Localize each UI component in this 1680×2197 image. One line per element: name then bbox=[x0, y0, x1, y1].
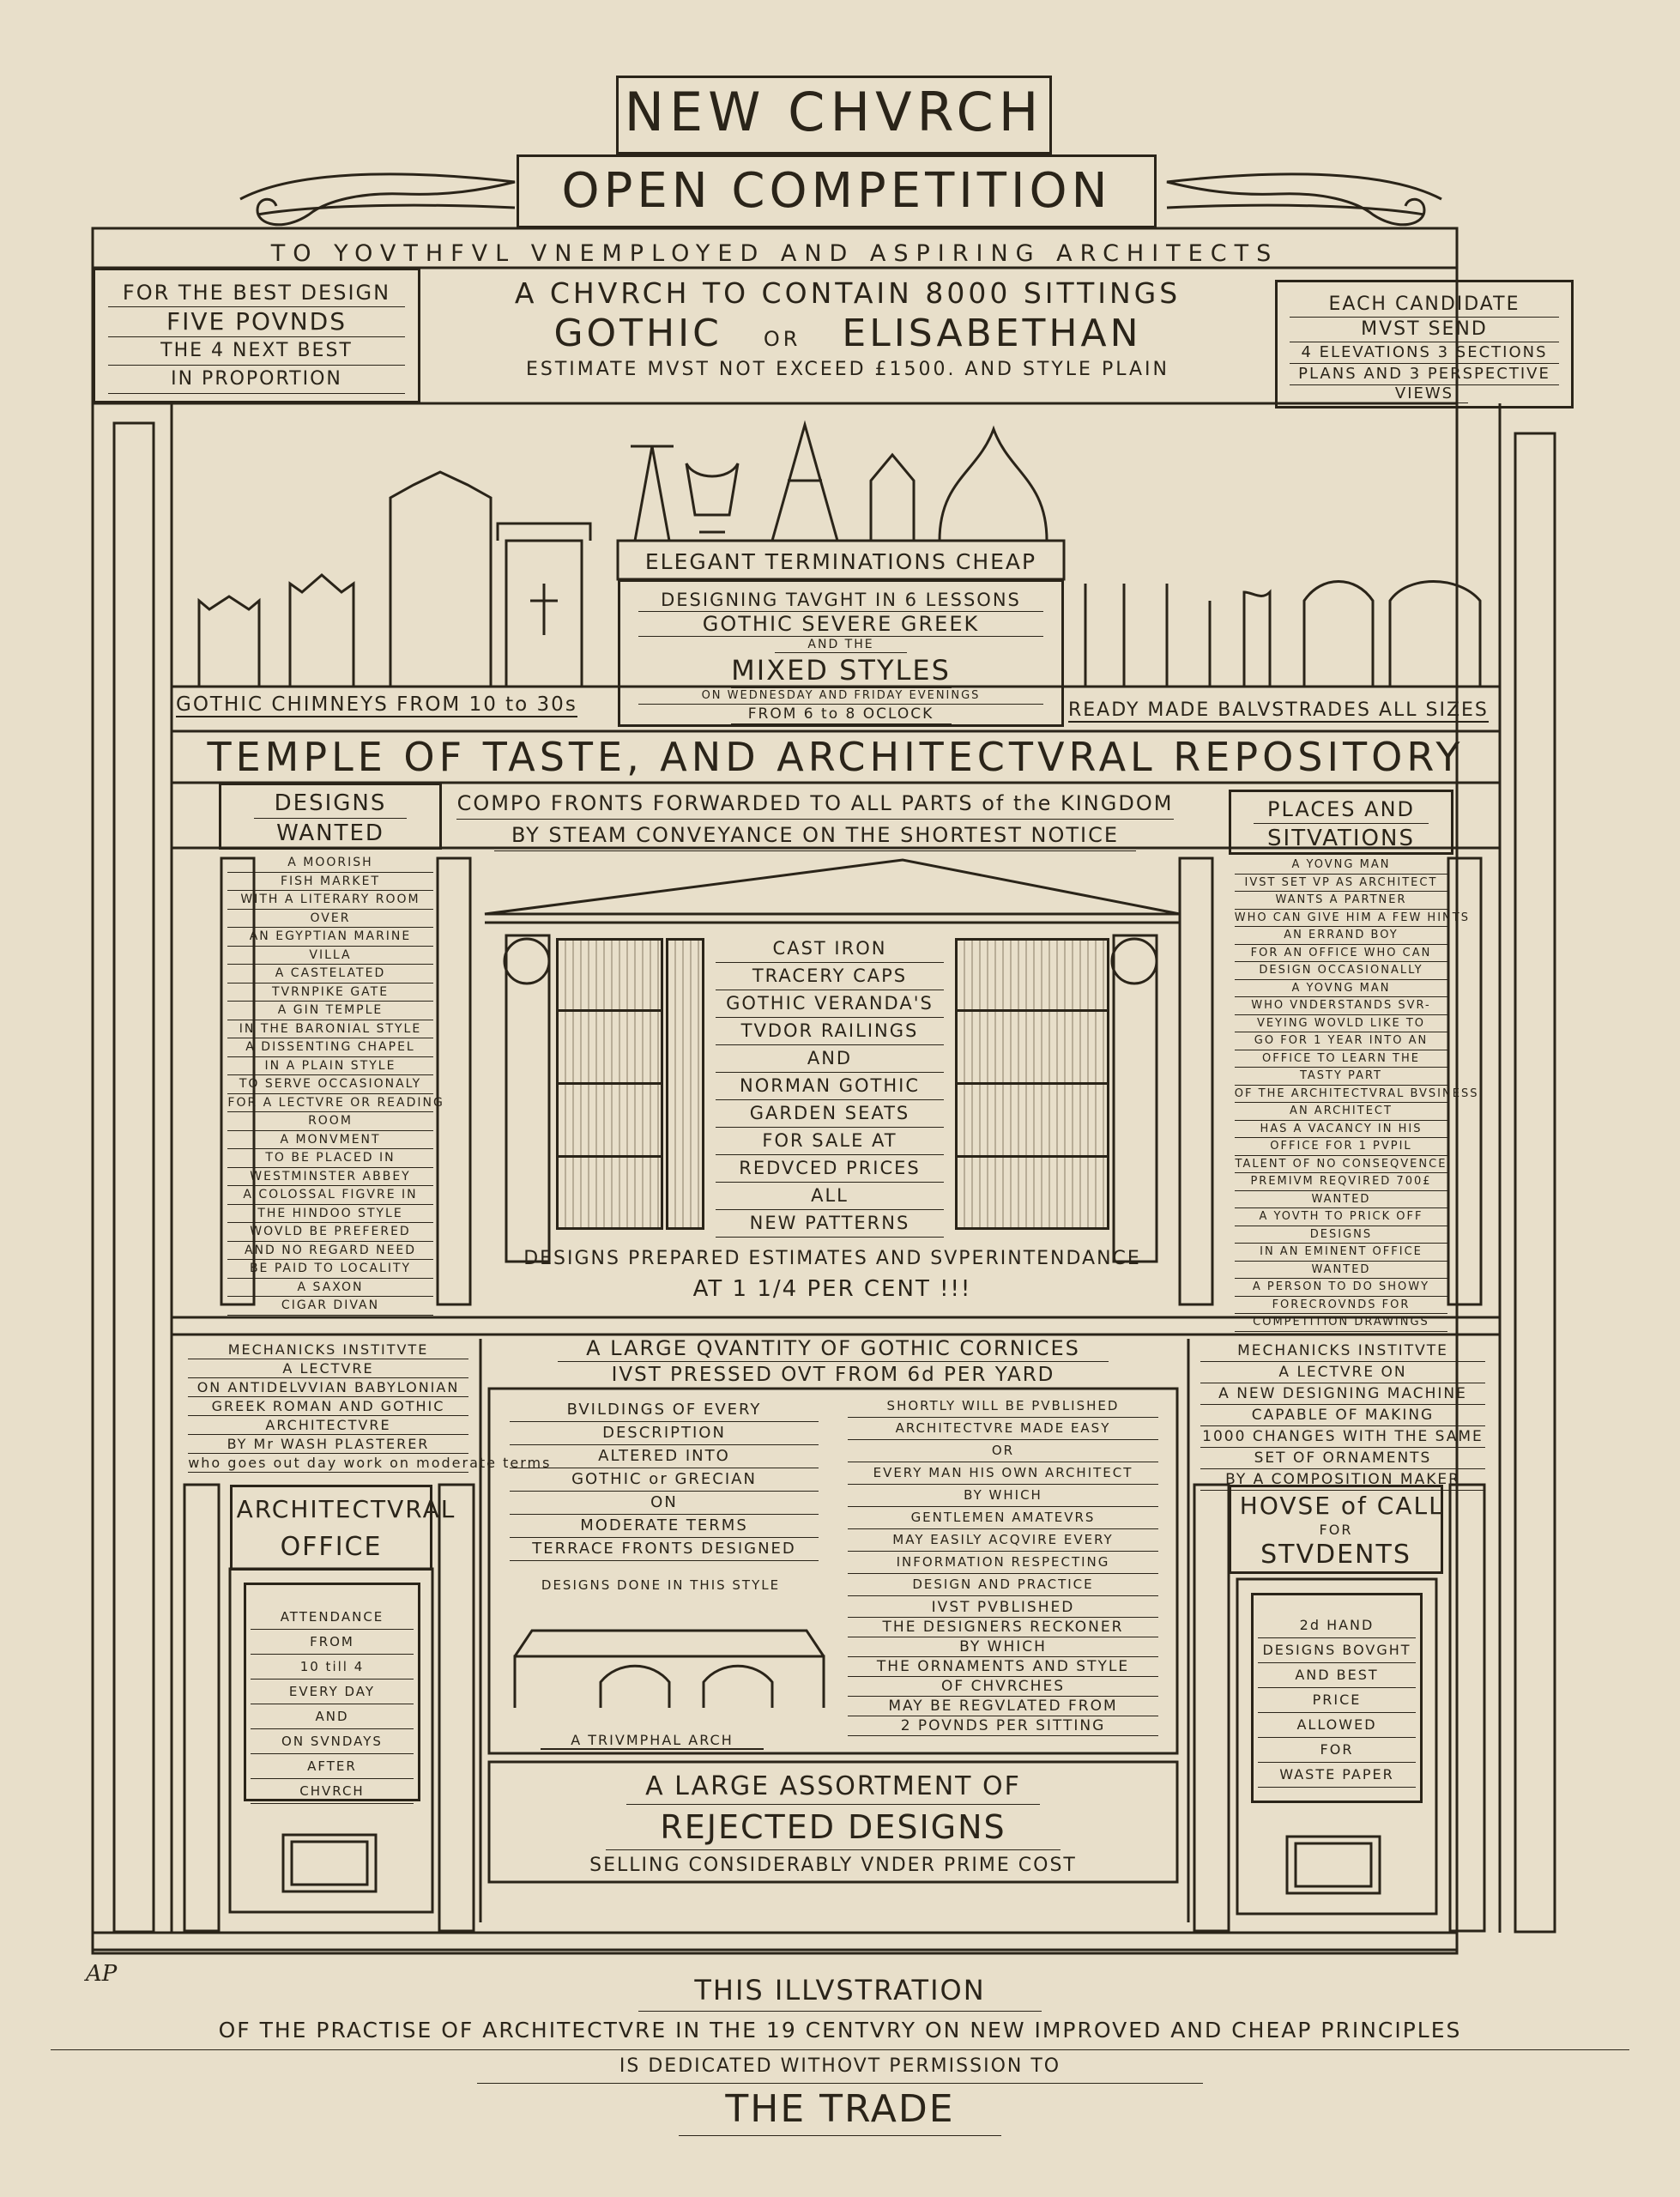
pl-line: A YOVNG MAN bbox=[1235, 856, 1447, 875]
dw-line: A COLOSSAL FIGVRE IN bbox=[227, 1186, 432, 1205]
mr-line: BY A COMPOSITION MAKER bbox=[1200, 1469, 1484, 1491]
dw-line: IN THE BARONIAL STYLE bbox=[227, 1020, 432, 1039]
od-line: 10 till 4 bbox=[251, 1655, 414, 1680]
pl-line: AN ERRAND BOY bbox=[1235, 927, 1447, 945]
hd-line: PRICE bbox=[1258, 1688, 1416, 1713]
pl-line: PREMIVM REQVIRED 700£ bbox=[1235, 1173, 1447, 1191]
pl-line: OFFICE TO LEARN THE bbox=[1235, 1050, 1447, 1068]
dw-line: TVRNPIKE GATE bbox=[227, 984, 432, 1002]
page-subtitle: OPEN COMPETITION bbox=[561, 163, 1112, 219]
termination-5 bbox=[940, 429, 1047, 541]
sr-line: MAY BE REGVLATED FROM bbox=[848, 1697, 1158, 1716]
published-notice bbox=[834, 1395, 1172, 1596]
cw-line: TVDOR RAILINGS bbox=[716, 1018, 945, 1045]
mr-line: CAPABLE OF MAKING bbox=[1200, 1405, 1484, 1426]
chimney-2 bbox=[290, 575, 354, 687]
left-bust bbox=[505, 939, 549, 984]
pl-line: DESIGNS bbox=[1235, 1226, 1447, 1244]
designs-wanted-list bbox=[219, 854, 442, 1316]
ml-line: BY Mr WASH PLASTERER bbox=[188, 1435, 468, 1454]
right-scroll-ornament bbox=[1167, 174, 1441, 225]
dw-line: WITH A LITERARY ROOM bbox=[227, 891, 432, 910]
ml-line: A LECTVRE bbox=[188, 1359, 468, 1378]
termination-1 bbox=[631, 446, 674, 541]
arch-caption-bottom: A TRIVMPHAL ARCH bbox=[541, 1732, 764, 1750]
cw-line: AND bbox=[716, 1045, 945, 1073]
od-line: ATTENDANCE bbox=[251, 1605, 414, 1630]
compo-notice: COMPO FRONTS FORWARDED TO ALL PARTS of the KINGDOM BY STEAM CONVEYANCE ON THE SHORTEST NOTICE bbox=[442, 788, 1188, 851]
sr-line: THE DESIGNERS RECKONER bbox=[848, 1618, 1158, 1637]
hd-line: DESIGNS BOVGHT bbox=[1258, 1638, 1416, 1663]
mr-line: 1000 CHANGES WITH THE SAME bbox=[1200, 1426, 1484, 1448]
pl-line: OF THE ARCHITECTVRAL BVSINESS bbox=[1235, 1086, 1447, 1104]
ml-line: ON ANTIDELVVIAN BABYLONIAN bbox=[188, 1378, 468, 1397]
od-line: AFTER bbox=[251, 1754, 414, 1779]
places-heading: PLACES AND SITVATIONS bbox=[1229, 790, 1453, 855]
dw-line: A DISSENTING CHAPEL bbox=[227, 1038, 432, 1057]
cw-line: GOTHIC VERANDA'S bbox=[716, 990, 945, 1018]
cw-line: REDVCED PRICES bbox=[716, 1155, 945, 1183]
sb-line: ALTERED INTO bbox=[510, 1445, 819, 1468]
house-of-call-sign: HOVSE of CALL FOR STVDENTS bbox=[1229, 1485, 1443, 1574]
page-title: NEW CHVRCH bbox=[624, 81, 1044, 143]
pl-line: OFFICE FOR 1 PVPIL bbox=[1235, 1138, 1447, 1156]
sr-line: BY WHICH bbox=[848, 1637, 1158, 1657]
pl-line: FOR AN OFFICE WHO CAN bbox=[1235, 945, 1447, 963]
chimneys-label: GOTHIC CHIMNEYS FROM 10 to 30s bbox=[176, 693, 577, 716]
pediment bbox=[485, 860, 1180, 914]
prize-box: FOR THE BEST DESIGN FIVE POVNDS THE 4 NEXT BEST IN PROPORTION bbox=[93, 268, 420, 403]
termination-4 bbox=[871, 455, 914, 541]
dedication: THIS ILLVSTRATION OF THE PRACTISE OF ARCHITECTVRE IN THE 19 CENTVRY ON NEW IMPROVED AND CHEAP PRINCIPLES IS DEDICATED WITHOVT PERMISSION TO THE TRADE bbox=[34, 1970, 1646, 2136]
right-bust bbox=[1112, 939, 1157, 984]
pl-line: TALENT OF NO CONSEQVENCE bbox=[1235, 1156, 1447, 1174]
fascia: TEMPLE OF TASTE, AND ARCHITECTVRAL REPOSITORY bbox=[207, 734, 1465, 780]
dw-line: ROOM bbox=[227, 1112, 432, 1131]
sr-line: IVST PVBLISHED bbox=[848, 1598, 1158, 1618]
dw-line: WESTMINSTER ABBEY bbox=[227, 1168, 432, 1187]
ml-line: ARCHITECTVRE bbox=[188, 1416, 468, 1435]
dw-line: CIGAR DIVAN bbox=[227, 1297, 432, 1316]
left-scroll-ornament bbox=[240, 174, 515, 225]
chimney-3 bbox=[390, 472, 491, 687]
dw-line: FISH MARKET bbox=[227, 873, 432, 892]
candidate-box: EACH CANDIDATE MVST SEND 4 ELEVATIONS 3 SECTIONS PLANS AND 3 PERSPECTIVE VIEWS bbox=[1275, 280, 1574, 409]
mr-line: MECHANICKS INSTITVTE bbox=[1200, 1341, 1484, 1362]
places-list bbox=[1225, 856, 1479, 1332]
rejected-notice: A LARGE ASSORTMENT OF REJECTED DESIGNS SELLING CONSIDERABLY VNDER PRIME COST bbox=[589, 1771, 1077, 1876]
dw-line: FOR A LECTVRE OR READING bbox=[227, 1094, 432, 1113]
pl-line: AN ARCHITECT bbox=[1235, 1103, 1447, 1121]
cw-line: ALL bbox=[716, 1183, 945, 1210]
sb-line: TERRACE FRONTS DESIGNED bbox=[510, 1538, 819, 1561]
hd-line: FOR bbox=[1258, 1738, 1416, 1763]
pl-line: WHO VNDERSTANDS SVR- bbox=[1235, 997, 1447, 1015]
center-window-text bbox=[705, 935, 954, 1238]
ml-line: GREEK ROMAN AND GOTHIC bbox=[188, 1397, 468, 1416]
dw-line: VILLA bbox=[227, 947, 432, 965]
pl-line: WANTS A PARTNER bbox=[1235, 892, 1447, 910]
dw-line: A MOORISH bbox=[227, 854, 432, 873]
sp-line: ARCHITECTVRE MADE EASY bbox=[848, 1418, 1158, 1440]
dw-line: A MONVMENT bbox=[227, 1131, 432, 1150]
dw-line: BE PAID TO LOCALITY bbox=[227, 1260, 432, 1279]
sp-line: SHORTLY WILL BE PVBLISHED bbox=[848, 1395, 1158, 1418]
termination-3 bbox=[772, 425, 837, 541]
pl-line: DESIGN OCCASIONALLY bbox=[1235, 962, 1447, 980]
dw-line: A SAXON bbox=[227, 1279, 432, 1298]
lessons-box: DESIGNING TAVGHT IN 6 LESSONS GOTHIC SEVERE GREEK AND THE MIXED STYLES ON WEDNESDAY AND FRIDAY EVENINGS FROM 6 to 8 OCLOCK bbox=[618, 579, 1064, 727]
pl-line: COMPETITION DRAWINGS bbox=[1235, 1314, 1447, 1332]
hd-line: 2d HAND bbox=[1258, 1613, 1416, 1638]
sp-line: OR bbox=[848, 1440, 1158, 1462]
mr-line: SET OF ORNAMENTS bbox=[1200, 1448, 1484, 1469]
arch-caption-top: DESIGNS DONE IN THIS STYLE bbox=[541, 1577, 781, 1593]
pl-line: A PERSON TO DO SHOWY bbox=[1235, 1279, 1447, 1297]
right-window bbox=[955, 938, 1109, 1230]
sp-line: GENTLEMEN AMATEVRS bbox=[848, 1507, 1158, 1529]
mech-right-notice bbox=[1188, 1341, 1497, 1491]
baluster-row bbox=[1085, 582, 1480, 687]
requirements: A CHVRCH TO CONTAIN 8000 SITTINGS GOTHIC OR ELISABETHAN ESTIMATE MVST NOT EXCEED £1500. AND STYLE PLAIN bbox=[514, 276, 1181, 380]
pl-line: IVST SET VP AS ARCHITECT bbox=[1235, 875, 1447, 893]
hd-line: ALLOWED bbox=[1258, 1713, 1416, 1738]
office-sign: ARCHITECTVRAL OFFICE bbox=[230, 1485, 432, 1571]
sr-line: THE ORNAMENTS AND STYLE bbox=[848, 1657, 1158, 1677]
pl-line: FORECROVNDS FOR bbox=[1235, 1297, 1447, 1315]
od-line: ON SVNDAYS bbox=[251, 1729, 414, 1754]
buildings-notice bbox=[496, 1399, 832, 1561]
estimates-notice: DESIGNS PREPARED ESTIMATES AND SVPERINTENDANCE AT 1 1/4 PER CENT !!! bbox=[523, 1248, 1141, 1302]
sb-line: MODERATE TERMS bbox=[510, 1515, 819, 1538]
banner: TO YOVTHFVL VNEMPLOYED AND ASPIRING ARCHITECTS bbox=[270, 240, 1279, 267]
cornices-notice: A LARGE QVANTITY OF GOTHIC CORNICES IVST PRESSED OVT FROM 6d PER YARD bbox=[489, 1335, 1177, 1389]
sp-line: MAY EASILY ACQVIRE EVERY bbox=[848, 1529, 1158, 1552]
pl-line: GO FOR 1 YEAR INTO AN bbox=[1235, 1032, 1447, 1050]
dw-line: TO SERVE OCCASIONALY bbox=[227, 1075, 432, 1094]
balustrades-label: READY MADE BALVSTRADES ALL SIZES bbox=[1068, 699, 1489, 721]
ml-line: MECHANICKS INSTITVTE bbox=[188, 1341, 468, 1359]
mr-line: A LECTVRE ON bbox=[1200, 1362, 1484, 1383]
dw-line: THE HINDOO STYLE bbox=[227, 1205, 432, 1224]
monogram: AP bbox=[86, 1961, 118, 1987]
pl-line: A YOVNG MAN bbox=[1235, 980, 1447, 998]
cw-line: CAST IRON bbox=[716, 935, 945, 963]
pl-line: A YOVTH TO PRICK OFF bbox=[1235, 1208, 1447, 1226]
cw-line: FOR SALE AT bbox=[716, 1128, 945, 1155]
sr-line: 2 POVNDS PER SITTING bbox=[848, 1716, 1158, 1736]
hd-line: AND BEST bbox=[1258, 1663, 1416, 1688]
dw-line: IN A PLAIN STYLE bbox=[227, 1057, 432, 1076]
cw-line: TRACERY CAPS bbox=[716, 963, 945, 990]
sp-line: DESIGN AND PRACTICE bbox=[848, 1574, 1158, 1596]
pl-line: HAS A VACANCY IN HIS bbox=[1235, 1121, 1447, 1139]
cw-line: GARDEN SEATS bbox=[716, 1100, 945, 1128]
dw-line: OVER bbox=[227, 910, 432, 929]
middle-left-window bbox=[666, 938, 704, 1230]
ml-line: who goes out day work on moderate terms bbox=[188, 1455, 552, 1471]
office-door-text bbox=[244, 1605, 420, 1804]
pl-line: TASTY PART bbox=[1235, 1068, 1447, 1086]
pl-line: IN AN EMINENT OFFICE bbox=[1235, 1244, 1447, 1262]
cw-line: NORMAN GOTHIC bbox=[716, 1073, 945, 1100]
mech-left-notice bbox=[176, 1341, 552, 1473]
pl-line: WHO CAN GIVE HIM A FEW HINTS bbox=[1235, 910, 1447, 928]
dw-line: AN EGYPTIAN MARINE bbox=[227, 928, 432, 947]
pl-line: WANTED bbox=[1235, 1262, 1447, 1280]
dw-line: AND NO REGARD NEED bbox=[227, 1242, 432, 1261]
termination-2 bbox=[686, 463, 738, 532]
dw-line: WOVLD BE PREFERED bbox=[227, 1223, 432, 1242]
triumphal-arch bbox=[515, 1631, 824, 1708]
mr-line: A NEW DESIGNING MACHINE bbox=[1200, 1383, 1484, 1405]
terminations-label: ELEGANT TERMINATIONS CHEAP bbox=[644, 549, 1037, 574]
sb-line: GOTHIC or GRECIAN bbox=[510, 1468, 819, 1492]
hd-line: WASTE PAPER bbox=[1258, 1763, 1416, 1788]
chimney-1 bbox=[199, 596, 259, 687]
od-line: EVERY DAY bbox=[251, 1680, 414, 1704]
sp-line: BY WHICH bbox=[848, 1485, 1158, 1507]
dw-line: A GIN TEMPLE bbox=[227, 1002, 432, 1020]
sb-line: ON bbox=[510, 1492, 819, 1515]
left-window bbox=[556, 938, 663, 1230]
sp-line: EVERY MAN HIS OWN ARCHITECT bbox=[848, 1462, 1158, 1485]
designs-wanted-heading: DESIGNS WANTED bbox=[219, 783, 442, 850]
reckoner-notice bbox=[834, 1598, 1172, 1736]
sr-line: OF CHVRCHES bbox=[848, 1677, 1158, 1697]
house-door-text bbox=[1251, 1613, 1423, 1788]
od-line: CHVRCH bbox=[251, 1779, 414, 1804]
dw-line: A CASTELATED bbox=[227, 965, 432, 984]
pl-line: WANTED bbox=[1235, 1191, 1447, 1209]
sb-line: BVILDINGS OF EVERY bbox=[510, 1399, 819, 1422]
od-line: AND bbox=[251, 1704, 414, 1729]
cw-line: NEW PATTERNS bbox=[716, 1210, 945, 1238]
sb-line: DESCRIPTION bbox=[510, 1422, 819, 1445]
dw-line: TO BE PLACED IN bbox=[227, 1149, 432, 1168]
od-line: FROM bbox=[251, 1630, 414, 1655]
pl-line: VEYING WOVLD LIKE TO bbox=[1235, 1015, 1447, 1033]
sp-line: INFORMATION RESPECTING bbox=[848, 1552, 1158, 1574]
